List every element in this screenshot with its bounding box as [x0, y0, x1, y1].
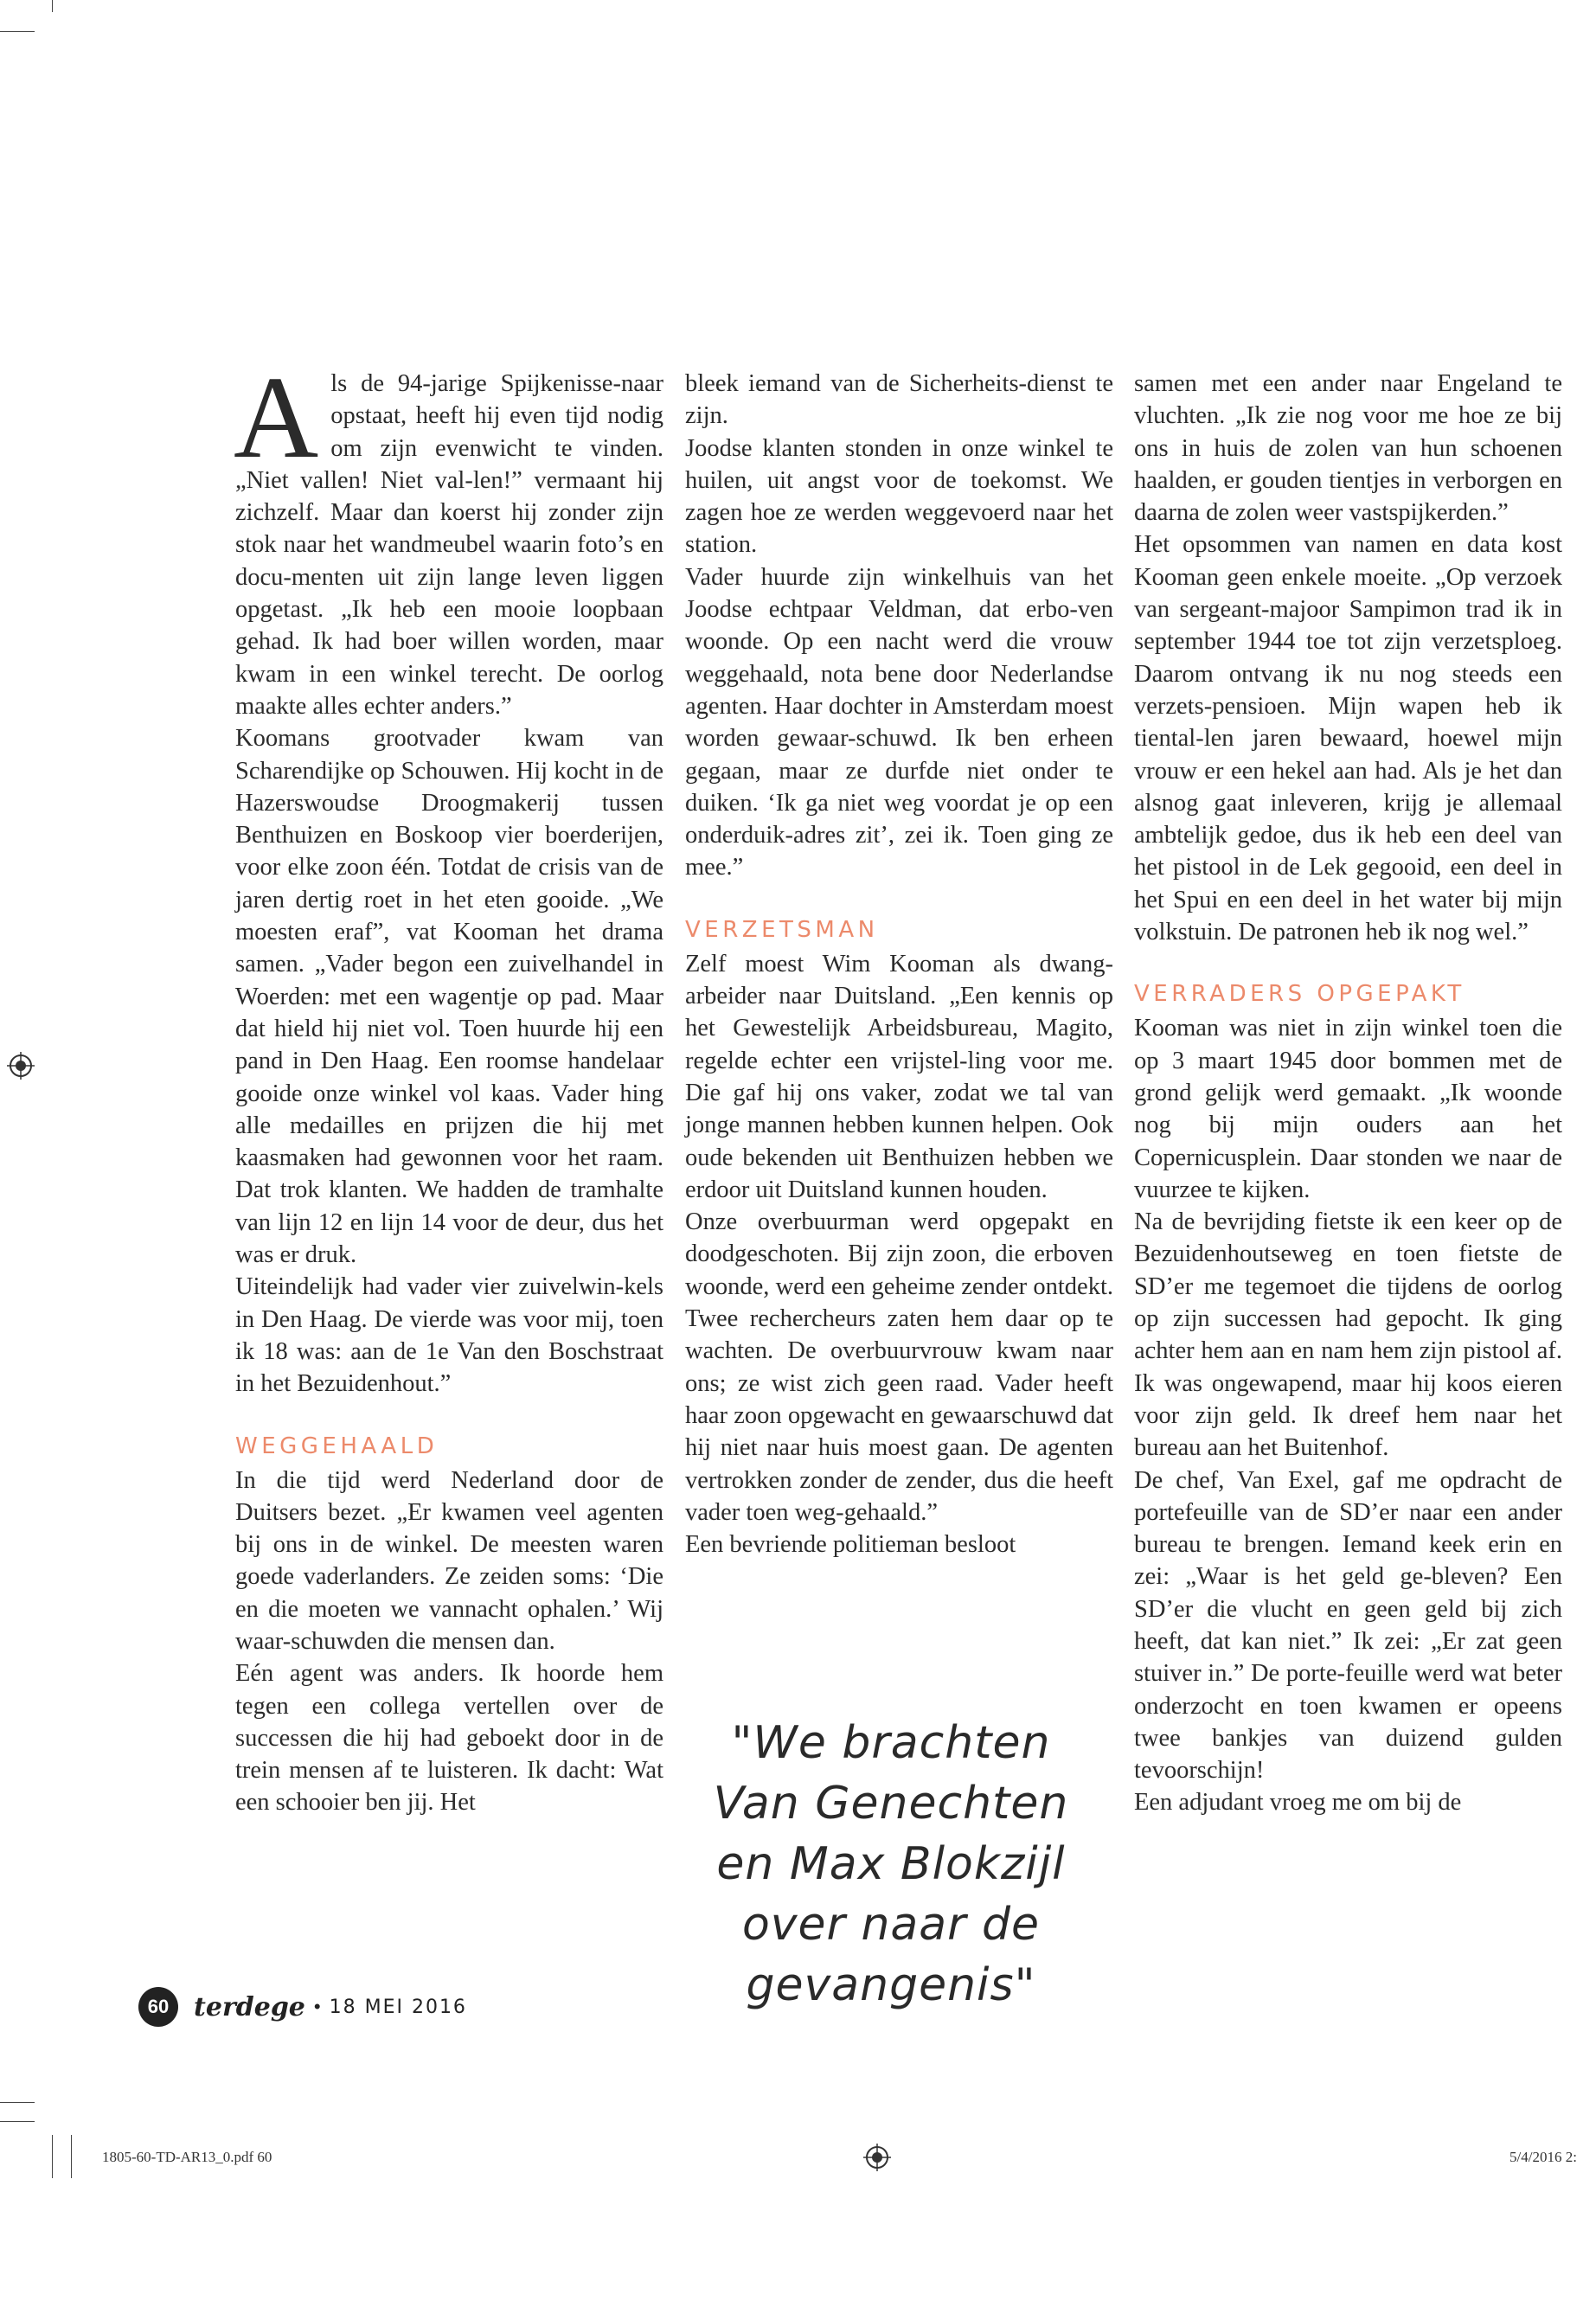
article-column-2 — [685, 368, 1113, 1561]
section-heading-verraders-opgepakt: VERRADERS OPGEPAKT — [1134, 981, 1465, 1008]
crop-mark-bottom-left-h2 — [0, 2121, 35, 2122]
paragraph: De chef, Van Exel, gaf me opdracht de portefeuille van de SD’er naar een ander bureau te brengen. Iemand keek erin en zei: „Waar is het geld ge-bleven? Een SD’er die vlucht en geen geld bij zich heeft, dat kan niet.” Ik zei: „Er zat geen stuiver in.” De porte-feuille werd wat beter onderzocht en toen kwamen er opeens twee bankjes van duizend gulden tevoorschijn! — [1134, 1466, 1562, 1785]
paragraph: Het opsommen van namen en data kost Kooman geen enkele moeite. „Op verzoek van sergeant-majoor Sampimon trad ik in september 1944 toe tot zijn verzetsploeg. Daarom ontvang ik nu nog steeds een verzets-pensioen. Mijn wapen heb ik tiental-len jaren bewaard, hoewel mijn vrouw er een hekel aan had. Als je het dan alsnog gaat inleveren, krijg je allemaal ambtelijk gedoe, dus ik heb een deel van het pistool in de Lek gegooid, een deel in het Spui en een deel in het water bij mijn volkstuin. De patronen heb ik nog wel.” — [1134, 531, 1562, 946]
crop-mark-top-left-v — [52, 0, 53, 12]
issue-date: 18 MEI 2016 — [329, 1996, 467, 2018]
section-heading-verzetsman: VERZETSMAN — [685, 916, 879, 943]
drop-cap: A — [234, 353, 319, 483]
paragraph: Eén agent was anders. Ik hoorde hem tegen een collega vertellen over de successen die hij had geboekt door in de trein mensen af te luisteren. Ik dacht: Wat een schooier ben jij. Het — [235, 1660, 663, 1817]
paragraph: Een adjudant vroeg me om bij de — [1134, 1789, 1462, 1817]
paragraph: Vader huurde zijn winkelhuis van het Joodse echtpaar Veldman, dat erbo-ven woonde. Op een nacht werd die vrouw weggehaald, nota bene door Nederlandse agenten. Haar dochter in Amsterdam moest worden gewaar-schuwd. Ik ben erheen gegaan, maar ze durfde niet onder te duiken. ‘Ik ga niet weg voordat je op een onderduik-adres zit’, zei ik. Toen ging ze mee.” — [685, 563, 1113, 881]
crop-mark-bottom-left-h — [0, 2102, 35, 2103]
article-column-3 — [1134, 368, 1562, 1819]
footer-separator: • — [313, 1996, 321, 2017]
print-slug-filename: 1805-60-TD-AR13_0.pdf 60 — [102, 2149, 272, 2165]
section-heading-weggehaald: WEGGEHAALD — [235, 1433, 439, 1459]
paragraph: samen met een ander naar Engeland te vluchten. „Ik zie nog voor me hoe ze bij ons in huis de zolen van hun schoenen haalden, er gouden tientjes in verborgen en daarna de zolen weer vastspijkerden.” — [1134, 370, 1562, 527]
paragraph: Koomans grootvader kwam van Scharendijke op Schouwen. Hij kocht in de Hazerswoudse Droogmakerij tussen Benthuizen en Boskoop vier boerderijen, voor elke zoon één. Totdat de crisis van de jaren dertig roet in het eten gooide. „We moesten eraf”, vat Kooman het drama samen. „Vader begon een zuivelhandel in Woerden: met een wagentje op pad. Maar dat hield hij niet vol. Toen huurde hij een pand in Den Haag. Een roomse handelaar gooide onze winkel vol kaas. Vader hing alle medailles en prijzen die hij met kaasmaken had gewonnen voor het raam. Dat trok klanten. We hadden de tramhalte van lijn 12 en lijn 14 voor de deur, dus het was er druk. — [235, 725, 663, 1269]
paragraph: Zelf moest Wim Kooman als dwang-arbeider naar Duitsland. „Een kennis op het Gewestelijk Arbeidsbureau, Magito, regelde echter een vrijstel-ling voor me. Die gaf hij ons vaker, zodat we tal van jonge mannen hebben kunnen helpen. Ook oude bekenden uit Benthuizen hebben we erdoor uit Duitsland kunnen houden. — [685, 950, 1113, 1203]
paragraph: Een bevriende politieman besloot — [685, 1531, 1016, 1559]
crop-mark-top-left-h — [0, 31, 35, 32]
article-column-1 — [234, 353, 663, 1819]
crop-mark-bottom-left-v2 — [71, 2135, 72, 2178]
paragraph: bleek iemand van de Sicherheits-dienst te zijn. — [685, 370, 1113, 430]
registration-mark-bottom-icon — [863, 2144, 891, 2171]
paragraph: ls de 94-jarige Spijkenisse-naar opstaat, heeft hij even tijd nodig om zijn evenwicht te vinden. „Niet vallen! Niet val-len!” vermaant hij zichzelf. Maar dan koerst hij zonder zijn stok naar het wandmeubel waarin foto’s en docu-menten uit zijn lange leven liggen opgetast. „Ik heb een mooie loopbaan gehad. Ik had boer willen worden, maar kwam in een winkel terecht. De oorlog maakte alles echter anders.” — [235, 370, 663, 720]
paragraph: In die tijd werd Nederland door de Duitsers bezet. „Er kwamen veel agenten bij ons in de winkel. De meesten waren goede vaderlanders. Ze zeiden soms: ‘Die en die moeten we vannacht ophalen.’ Wij waar-schuwden die mensen dan. — [235, 1466, 663, 1655]
magazine-logo: terdege — [194, 1991, 305, 2022]
registration-mark-left-icon — [7, 1052, 35, 1080]
print-slug-date: 5/4/2016 2: — [1509, 2149, 1577, 2165]
crop-mark-bottom-left-v — [52, 2135, 53, 2178]
pull-quote: "We brachten Van Genechten en Max Blokzijl over naar de gevangenis" — [713, 1717, 1069, 2011]
paragraph: Kooman was niet in zijn winkel toen die op 3 maart 1945 door bommen met de grond gelijk werd gemaakt. „Ik woonde nog bij mijn ouders aan het Copernicusplein. Daar stonden we naar de vuurzee te kijken. — [1134, 1015, 1562, 1203]
page-number-badge: 60 — [138, 1987, 178, 2027]
page-footer — [138, 1986, 467, 2028]
paragraph: Na de bevrijding fietste ik een keer op de Bezuidenhoutseweg en toen fietste de SD’er me tegemoet die tijdens de oorlog op zijn successen had gepocht. Ik ging achter hem aan en nam hem zijn pistool af. Ik was ongewapend, maar hij koos eieren voor zijn geld. Ik dreef hem naar het bureau aan het Buitenhof. — [1134, 1208, 1562, 1462]
paragraph: Onze overbuurman werd opgepakt en doodgeschoten. Bij zijn zoon, die erboven woonde, werd een geheime zender ontdekt. Twee rechercheurs zaten hem daar op te wachten. De overbuurvrouw kwam naar ons; ze wist zich geen raad. Vader heeft haar zoon opgewacht en gewaarschuwd dat hij niet naar huis moest gaan. De agenten vertrokken zonder de zender, dus die heeft vader toen weg-gehaald.” — [685, 1208, 1113, 1526]
paragraph: Uiteindelijk had vader vier zuivelwin-kels in Den Haag. De vierde was voor mij, toen ik 18 was: aan de 1e Van den Boschstraat in het Bezuidenhout.” — [235, 1273, 663, 1398]
paragraph: Joodse klanten stonden in onze winkel te huilen, uit angst voor de toekomst. We zagen hoe ze werden weggevoerd naar het station. — [685, 434, 1113, 559]
